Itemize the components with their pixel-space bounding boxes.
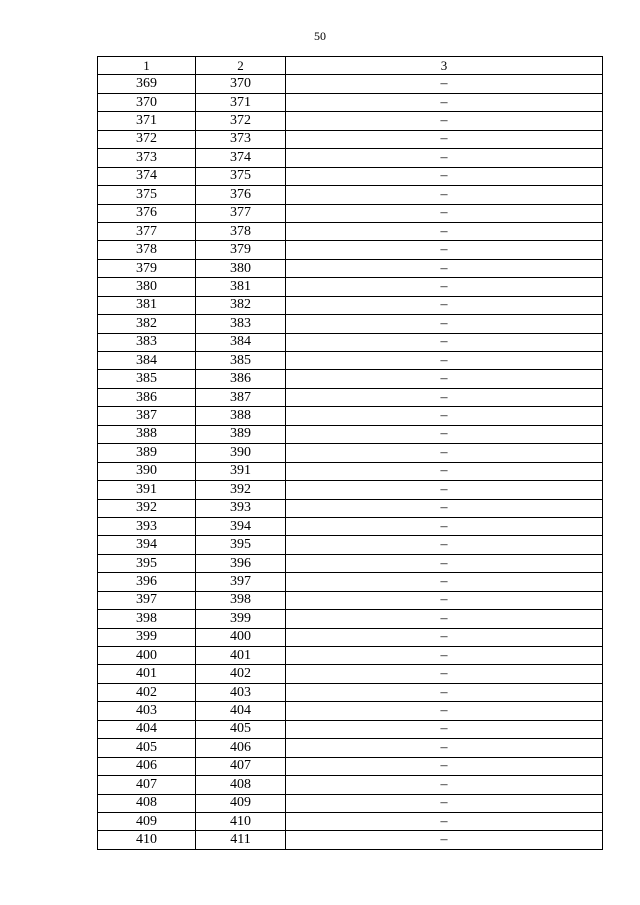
table-cell-col2: 409 [196, 794, 286, 812]
table-cell-col1: 386 [98, 388, 196, 406]
table-cell-col2: 384 [196, 333, 286, 351]
table-cell-col1: 410 [98, 831, 196, 849]
table-cell-col1: 375 [98, 186, 196, 204]
table-cell-col1: 381 [98, 296, 196, 314]
table-cell-col3: – [286, 573, 603, 591]
table-cell-col1: 397 [98, 591, 196, 609]
table-row [98, 93, 603, 111]
table-cell-col3: – [286, 517, 603, 535]
table-cell-col2: 388 [196, 407, 286, 425]
table-cell-col1: 385 [98, 370, 196, 388]
table-cell-col3: – [286, 647, 603, 665]
table-cell-col3: – [286, 554, 603, 572]
table-cell-col2: 406 [196, 739, 286, 757]
table-cell-col1: 384 [98, 352, 196, 370]
table-cell-col2: 373 [196, 130, 286, 148]
table-cell-col3: – [286, 241, 603, 259]
table-cell-col2: 405 [196, 720, 286, 738]
table-row [98, 315, 603, 333]
table-row [98, 186, 603, 204]
table-row [98, 444, 603, 462]
table-cell-col1: 408 [98, 794, 196, 812]
table-cell-col3: – [286, 370, 603, 388]
table-cell-col3: – [286, 757, 603, 775]
table-cell-col2: 404 [196, 702, 286, 720]
table-cell-col2: 389 [196, 425, 286, 443]
table-cell-col1: 371 [98, 112, 196, 130]
data-table [97, 56, 603, 850]
table-cell-col1: 394 [98, 536, 196, 554]
table-cell-col1: 389 [98, 444, 196, 462]
table-cell-col3: – [286, 812, 603, 830]
table-cell-col3: – [286, 776, 603, 794]
table-cell-col2: 403 [196, 683, 286, 701]
table-row [98, 720, 603, 738]
table-cell-col2: 382 [196, 296, 286, 314]
table-header-row [98, 57, 603, 75]
table-cell-col3: – [286, 315, 603, 333]
table-cell-col3: – [286, 794, 603, 812]
table-cell-col3: – [286, 278, 603, 296]
table-cell-col1: 388 [98, 425, 196, 443]
table-cell-col3: – [286, 665, 603, 683]
table-row [98, 702, 603, 720]
table-row [98, 739, 603, 757]
table-row [98, 149, 603, 167]
table-row [98, 536, 603, 554]
table-cell-col1: 372 [98, 130, 196, 148]
table-row [98, 370, 603, 388]
table-row [98, 425, 603, 443]
table-cell-col3: – [286, 702, 603, 720]
table-cell-col3: – [286, 720, 603, 738]
table-cell-col3: – [286, 628, 603, 646]
table-cell-col1: 380 [98, 278, 196, 296]
table-row [98, 628, 603, 646]
table-cell-col2: 395 [196, 536, 286, 554]
table-cell-col3: – [286, 186, 603, 204]
table-cell-col3: – [286, 407, 603, 425]
table-cell-col2: 410 [196, 812, 286, 830]
table-cell-col2: 399 [196, 610, 286, 628]
table-row [98, 831, 603, 849]
table-cell-col2: 390 [196, 444, 286, 462]
table-cell-col3: – [286, 536, 603, 554]
table-row [98, 204, 603, 222]
table-cell-col2: 385 [196, 352, 286, 370]
table-cell-col1: 378 [98, 241, 196, 259]
table-row [98, 499, 603, 517]
table-cell-col1: 370 [98, 93, 196, 111]
table-cell-col2: 400 [196, 628, 286, 646]
table-cell-col2: 387 [196, 388, 286, 406]
table-cell-col2: 411 [196, 831, 286, 849]
table-cell-col1: 396 [98, 573, 196, 591]
table-cell-col3: – [286, 499, 603, 517]
table-cell-col1: 369 [98, 75, 196, 93]
table-cell-col3: – [286, 149, 603, 167]
table-cell-col2: 391 [196, 462, 286, 480]
table-cell-col1: 406 [98, 757, 196, 775]
table-cell-col1: 376 [98, 204, 196, 222]
table-row [98, 683, 603, 701]
table-row [98, 517, 603, 535]
table-cell-col3: – [286, 462, 603, 480]
table-cell-col3: – [286, 222, 603, 240]
table-cell-col1: 373 [98, 149, 196, 167]
table-cell-col1: 409 [98, 812, 196, 830]
table-cell-col3: – [286, 130, 603, 148]
table-row [98, 794, 603, 812]
table-cell-col1: 395 [98, 554, 196, 572]
table-cell-col2: 392 [196, 481, 286, 499]
table-cell-col2: 396 [196, 554, 286, 572]
table-row [98, 554, 603, 572]
table-row [98, 573, 603, 591]
table-cell-col3: – [286, 259, 603, 277]
table-cell-col2: 376 [196, 186, 286, 204]
table-row [98, 167, 603, 185]
table-cell-col2: 393 [196, 499, 286, 517]
table-cell-col2: 407 [196, 757, 286, 775]
table-cell-col1: 374 [98, 167, 196, 185]
table-body [98, 75, 603, 849]
table-cell-col3: – [286, 167, 603, 185]
table-cell-col3: – [286, 610, 603, 628]
table-row [98, 75, 603, 93]
table-cell-col3: – [286, 425, 603, 443]
table-cell-col1: 402 [98, 683, 196, 701]
table-cell-col2: 386 [196, 370, 286, 388]
table-cell-col2: 402 [196, 665, 286, 683]
table-cell-col3: – [286, 481, 603, 499]
table-row [98, 610, 603, 628]
table-row [98, 481, 603, 499]
table-cell-col3: – [286, 683, 603, 701]
table-cell-col2: 379 [196, 241, 286, 259]
column-header-3: 3 [286, 57, 603, 75]
table-row [98, 112, 603, 130]
table-cell-col3: – [286, 204, 603, 222]
table-cell-col3: – [286, 75, 603, 93]
table-cell-col3: – [286, 112, 603, 130]
table-cell-col3: – [286, 93, 603, 111]
table-cell-col2: 374 [196, 149, 286, 167]
table-row [98, 462, 603, 480]
table-cell-col1: 407 [98, 776, 196, 794]
table-cell-col1: 398 [98, 610, 196, 628]
table-cell-col3: – [286, 444, 603, 462]
table-row [98, 333, 603, 351]
table-row [98, 407, 603, 425]
table-cell-col1: 379 [98, 259, 196, 277]
table-cell-col1: 393 [98, 517, 196, 535]
table-cell-col2: 377 [196, 204, 286, 222]
table-row [98, 647, 603, 665]
table-cell-col2: 381 [196, 278, 286, 296]
table-cell-col3: – [286, 591, 603, 609]
table-cell-col2: 397 [196, 573, 286, 591]
table-cell-col2: 370 [196, 75, 286, 93]
table-row [98, 130, 603, 148]
table-cell-col2: 394 [196, 517, 286, 535]
table-cell-col1: 391 [98, 481, 196, 499]
table-row [98, 591, 603, 609]
column-header-1: 1 [98, 57, 196, 75]
table-cell-col1: 377 [98, 222, 196, 240]
table-cell-col2: 378 [196, 222, 286, 240]
table-cell-col2: 408 [196, 776, 286, 794]
table-cell-col3: – [286, 831, 603, 849]
table-cell-col2: 383 [196, 315, 286, 333]
table-row [98, 757, 603, 775]
table-row [98, 352, 603, 370]
table-cell-col1: 405 [98, 739, 196, 757]
table-cell-col3: – [286, 388, 603, 406]
table-cell-col3: – [286, 296, 603, 314]
table-row [98, 388, 603, 406]
table-cell-col3: – [286, 739, 603, 757]
table-cell-col2: 398 [196, 591, 286, 609]
table-cell-col1: 404 [98, 720, 196, 738]
table-cell-col1: 403 [98, 702, 196, 720]
table-row [98, 278, 603, 296]
page-number: 50 [314, 29, 326, 43]
table-cell-col1: 400 [98, 647, 196, 665]
table-cell-col2: 371 [196, 93, 286, 111]
table-row [98, 241, 603, 259]
table-cell-col2: 380 [196, 259, 286, 277]
table-cell-col2: 401 [196, 647, 286, 665]
table-cell-col1: 399 [98, 628, 196, 646]
table-cell-col1: 383 [98, 333, 196, 351]
table-cell-col1: 390 [98, 462, 196, 480]
table-cell-col2: 375 [196, 167, 286, 185]
table-row [98, 296, 603, 314]
table-row [98, 812, 603, 830]
table-row [98, 665, 603, 683]
table-cell-col3: – [286, 333, 603, 351]
table-cell-col1: 401 [98, 665, 196, 683]
table-cell-col1: 382 [98, 315, 196, 333]
column-header-2: 2 [196, 57, 286, 75]
table-cell-col1: 392 [98, 499, 196, 517]
table-cell-col3: – [286, 352, 603, 370]
table-row [98, 776, 603, 794]
table-row [98, 259, 603, 277]
table-row [98, 222, 603, 240]
table-cell-col2: 372 [196, 112, 286, 130]
table-cell-col1: 387 [98, 407, 196, 425]
